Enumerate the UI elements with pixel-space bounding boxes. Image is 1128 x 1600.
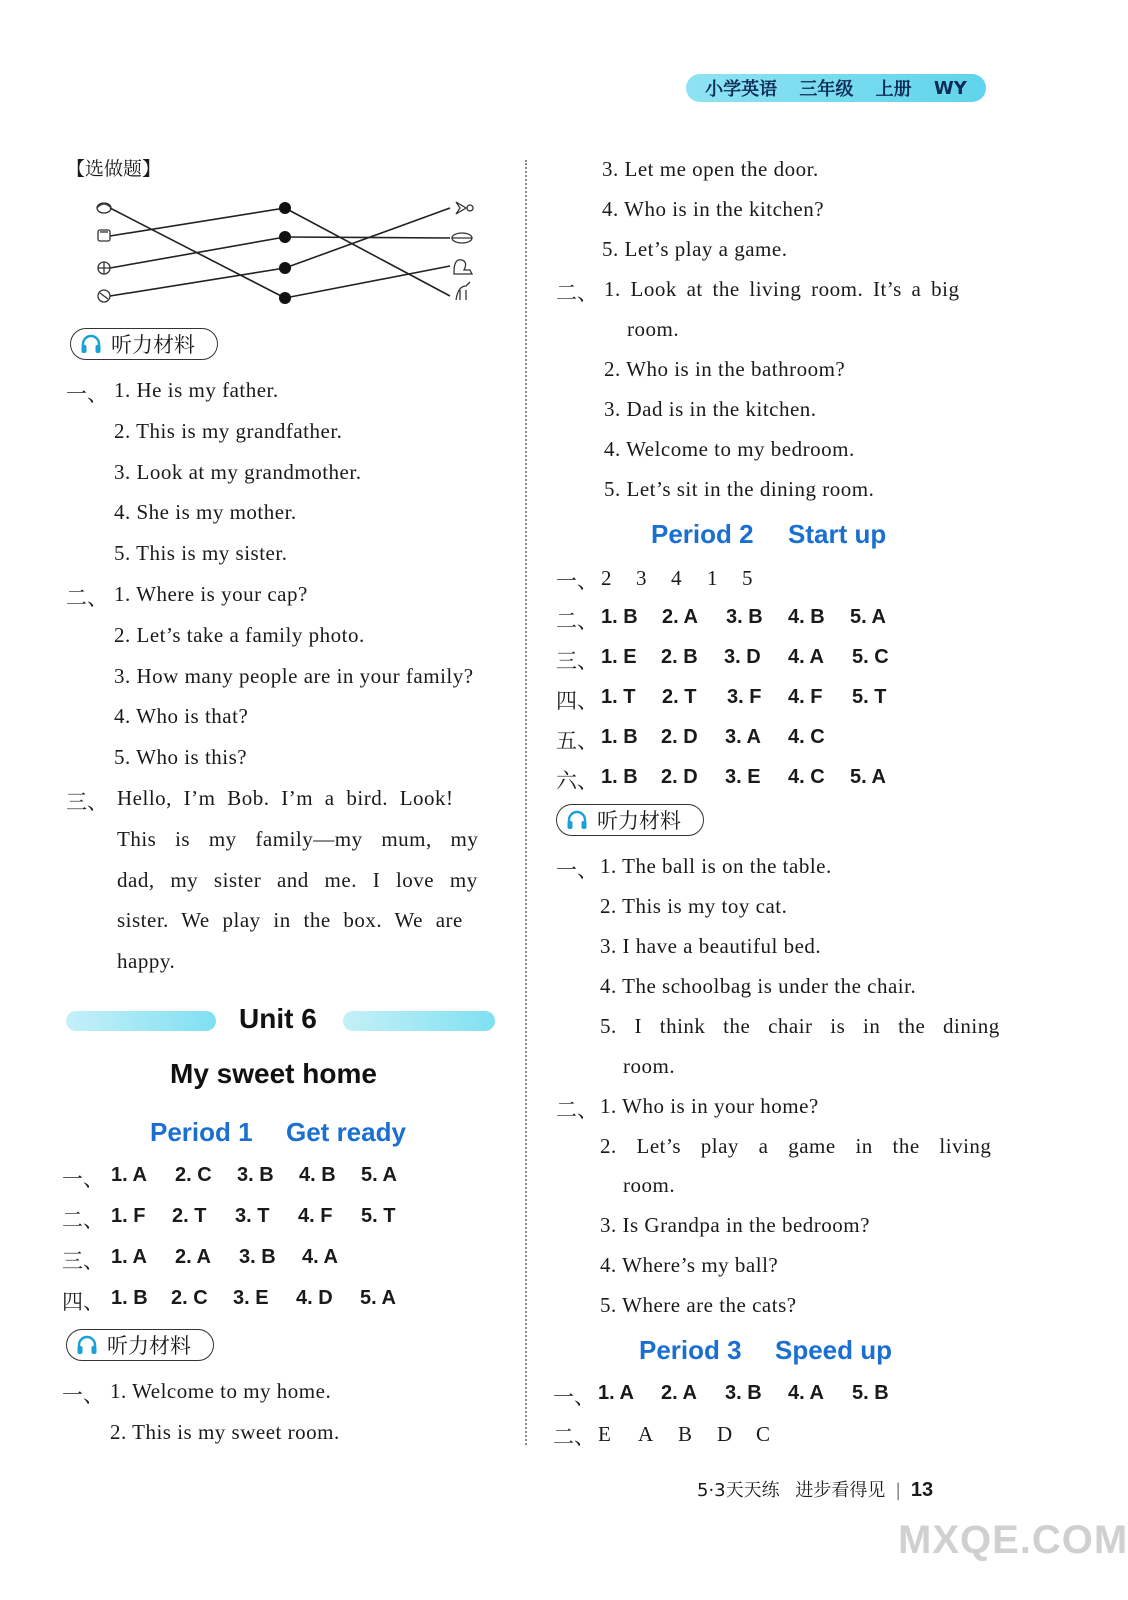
answer: 4. F [788,686,823,708]
column-divider [525,160,527,1445]
text-line: 1. Welcome to my home. [110,1379,332,1403]
text-line: 2. Who is in the bathroom? [604,357,846,381]
left-picture-icons [97,203,111,302]
text-line: 1. He is my father. [114,378,279,402]
answer: 2. A [175,1246,211,1268]
answer: C [756,1422,771,1446]
answer: 1. B [111,1287,148,1309]
text-line: This is my family—my mum, my [117,827,479,851]
answer-row [62,1163,104,1193]
text-line: 2. Let’s play a game in the living [600,1134,992,1158]
answer: 4. B [299,1164,336,1186]
answer: 3. A [725,726,761,748]
section-marker: 一、 [66,382,108,406]
listening-badge [556,804,704,836]
answer: 3. B [239,1246,276,1268]
unit-title: Unit 6 [239,1003,317,1034]
answer: 3. B [237,1164,274,1186]
section-marker: 一、 [62,1383,104,1407]
answer: 5. A [360,1287,396,1309]
text-line: 4. She is my mother. [114,500,297,524]
answer: 2. C [171,1287,208,1309]
row-marker: 五、 [556,729,598,753]
listening-label: 听力材料 [597,809,681,833]
answer: 1. A [598,1382,634,1404]
answer: 3. B [725,1382,762,1404]
text-line: 3. Is Grandpa in the bedroom? [600,1213,870,1237]
optional-title: 【选做题】 [66,158,162,180]
text-line: 2. Let’s take a family photo. [114,623,365,647]
text-line: 4. Welcome to my bedroom. [604,437,855,461]
header-tag [686,74,986,102]
period-number: Period 1 [150,1117,253,1147]
footer-slogan: 进步看得见 [795,1480,886,1501]
text-line: dad, my sister and me. I love my [117,868,478,892]
answer: 2. D [661,766,698,788]
answer: 3. B [726,606,763,628]
text-line: 5. This is my sister. [114,541,288,565]
text-line: 1. Where is your cap? [114,582,308,606]
answer: 3. T [235,1205,270,1227]
row-marker: 三、 [62,1249,104,1273]
text-line: room. [623,1054,676,1078]
text-line: 3. Let me open the door. [602,157,819,181]
period-name: Start up [788,519,887,549]
answer: 3. E [725,766,761,788]
answer: 1. B [601,606,638,628]
answer: 2. C [175,1164,212,1186]
answer: 4. A [302,1246,338,1268]
text-line: 1. Look at the living room. It’s a big [604,277,960,301]
section-marker: 二、 [556,1098,598,1122]
answer: 1 [707,566,718,590]
text-line: room. [623,1173,676,1197]
row-marker: 二、 [62,1208,104,1232]
answer: 2 [601,566,612,590]
answer: 4. D [296,1287,333,1309]
text-line: 5. Where are the cats? [600,1293,797,1317]
answer: 4. F [298,1205,333,1227]
answer: 5. T [361,1205,396,1227]
answer: 3 [636,566,647,590]
answer: 5. B [852,1382,889,1404]
watermark: MXQE.COM [898,1518,1128,1562]
answer: 1. A [111,1246,147,1268]
answer: 2. A [662,606,698,628]
answer: 1. A [111,1164,147,1186]
answer: 4. C [788,766,825,788]
answer: 4. C [788,726,825,748]
section-marker: 二、 [66,586,108,610]
answer: 2. A [661,1382,697,1404]
answer: 4. B [788,606,825,628]
answer: 3. F [727,686,762,708]
row-marker: 六、 [556,769,598,793]
answer: 4 [671,566,682,590]
grade-label: 三年级 [799,79,854,100]
answer: E [598,1422,612,1446]
section-marker: 三、 [66,790,108,814]
answer: 1. F [111,1205,146,1227]
answer: 2. T [172,1205,207,1227]
row-marker: 二、 [553,1425,595,1449]
unit-bar-left [66,1011,216,1031]
period-name: Get ready [286,1117,406,1147]
headphones-icon [79,332,103,356]
answer: 2. B [661,646,698,668]
period-number: Period 2 [651,519,754,549]
answer: 1. B [601,726,638,748]
answer: B [678,1422,693,1446]
row-marker: 二、 [556,609,598,633]
section-marker: 二、 [556,281,598,305]
footer-brand: 5·3天天练 [697,1480,780,1501]
text-line: room. [627,317,680,341]
answer: 3. D [724,646,761,668]
text-line: 5. Who is this? [114,745,248,769]
text-line: 4. Where’s my ball? [600,1253,779,1277]
text-line: sister. We play in the box. We are [117,908,463,932]
matching-diagram [88,192,488,310]
listening-badge [70,328,218,360]
listening-label: 听力材料 [107,1334,191,1358]
headphones-icon [75,1333,99,1357]
row-marker: 三、 [556,649,598,673]
answer: 2. T [662,686,697,708]
text-line: 1. Who is in your home? [600,1094,819,1118]
answer: 5. A [361,1164,397,1186]
text-line: 5. Let’s play a game. [602,237,788,261]
text-line: Hello, I’m Bob. I’m a bird. Look! [117,786,454,810]
answer: 5 [742,566,753,590]
row-marker: 一、 [62,1167,104,1191]
period-number: Period 3 [639,1335,742,1365]
page-number: 13 [910,1479,934,1501]
row-marker: 四、 [62,1290,104,1314]
listening-label: 听力材料 [111,333,195,357]
text-line: 3. Dad is in the kitchen. [604,397,817,421]
right-picture-icons [452,202,473,300]
answer: 5. T [852,686,887,708]
text-line: 3. How many people are in your family? [114,664,474,688]
footer: 5·3天天练 进步看得见 | 13 [697,1479,934,1501]
text-line: 5. I think the chair is in the dining [600,1014,1000,1038]
answer: 2. D [661,726,698,748]
headphones-icon [565,808,589,832]
text-line: 3. I have a beautiful bed. [600,934,822,958]
edition-label: WY [933,77,967,99]
unit-bar-right [343,1011,495,1031]
period-name: Speed up [775,1335,893,1365]
answer: A [638,1422,654,1446]
text-line: happy. [117,949,176,973]
answer: 1. T [601,686,636,708]
row-marker: 一、 [553,1385,595,1409]
subject-label: 小学英语 [705,79,778,100]
answer: 1. B [601,766,638,788]
row-marker: 四、 [556,689,598,713]
answer: 4. A [788,646,824,668]
answer: 5. C [852,646,889,668]
unit-subtitle: My sweet home [170,1058,377,1089]
answer: 5. A [850,606,886,628]
answer: 5. A [850,766,886,788]
row-marker: 一、 [556,569,598,593]
section-marker: 一、 [556,858,598,882]
text-line: 3. Look at my grandmother. [114,460,362,484]
text-line: 4. Who is that? [114,704,249,728]
text-line: 4. The schoolbag is under the chair. [600,974,917,998]
text-line: 4. Who is in the kitchen? [602,197,825,221]
answer: D [717,1422,733,1446]
text-line: 1. The ball is on the table. [600,854,832,878]
text-line: 2. This is my toy cat. [600,894,788,918]
answer: 4. A [788,1382,824,1404]
answer: 3. E [233,1287,269,1309]
text-line: 5. Let’s sit in the dining room. [604,477,875,501]
text-line: 2. This is my sweet room. [110,1420,340,1444]
listening-badge [66,1329,214,1361]
volume-label: 上册 [875,79,912,100]
answer: 1. E [601,646,637,668]
text-line: 2. This is my grandfather. [114,419,343,443]
